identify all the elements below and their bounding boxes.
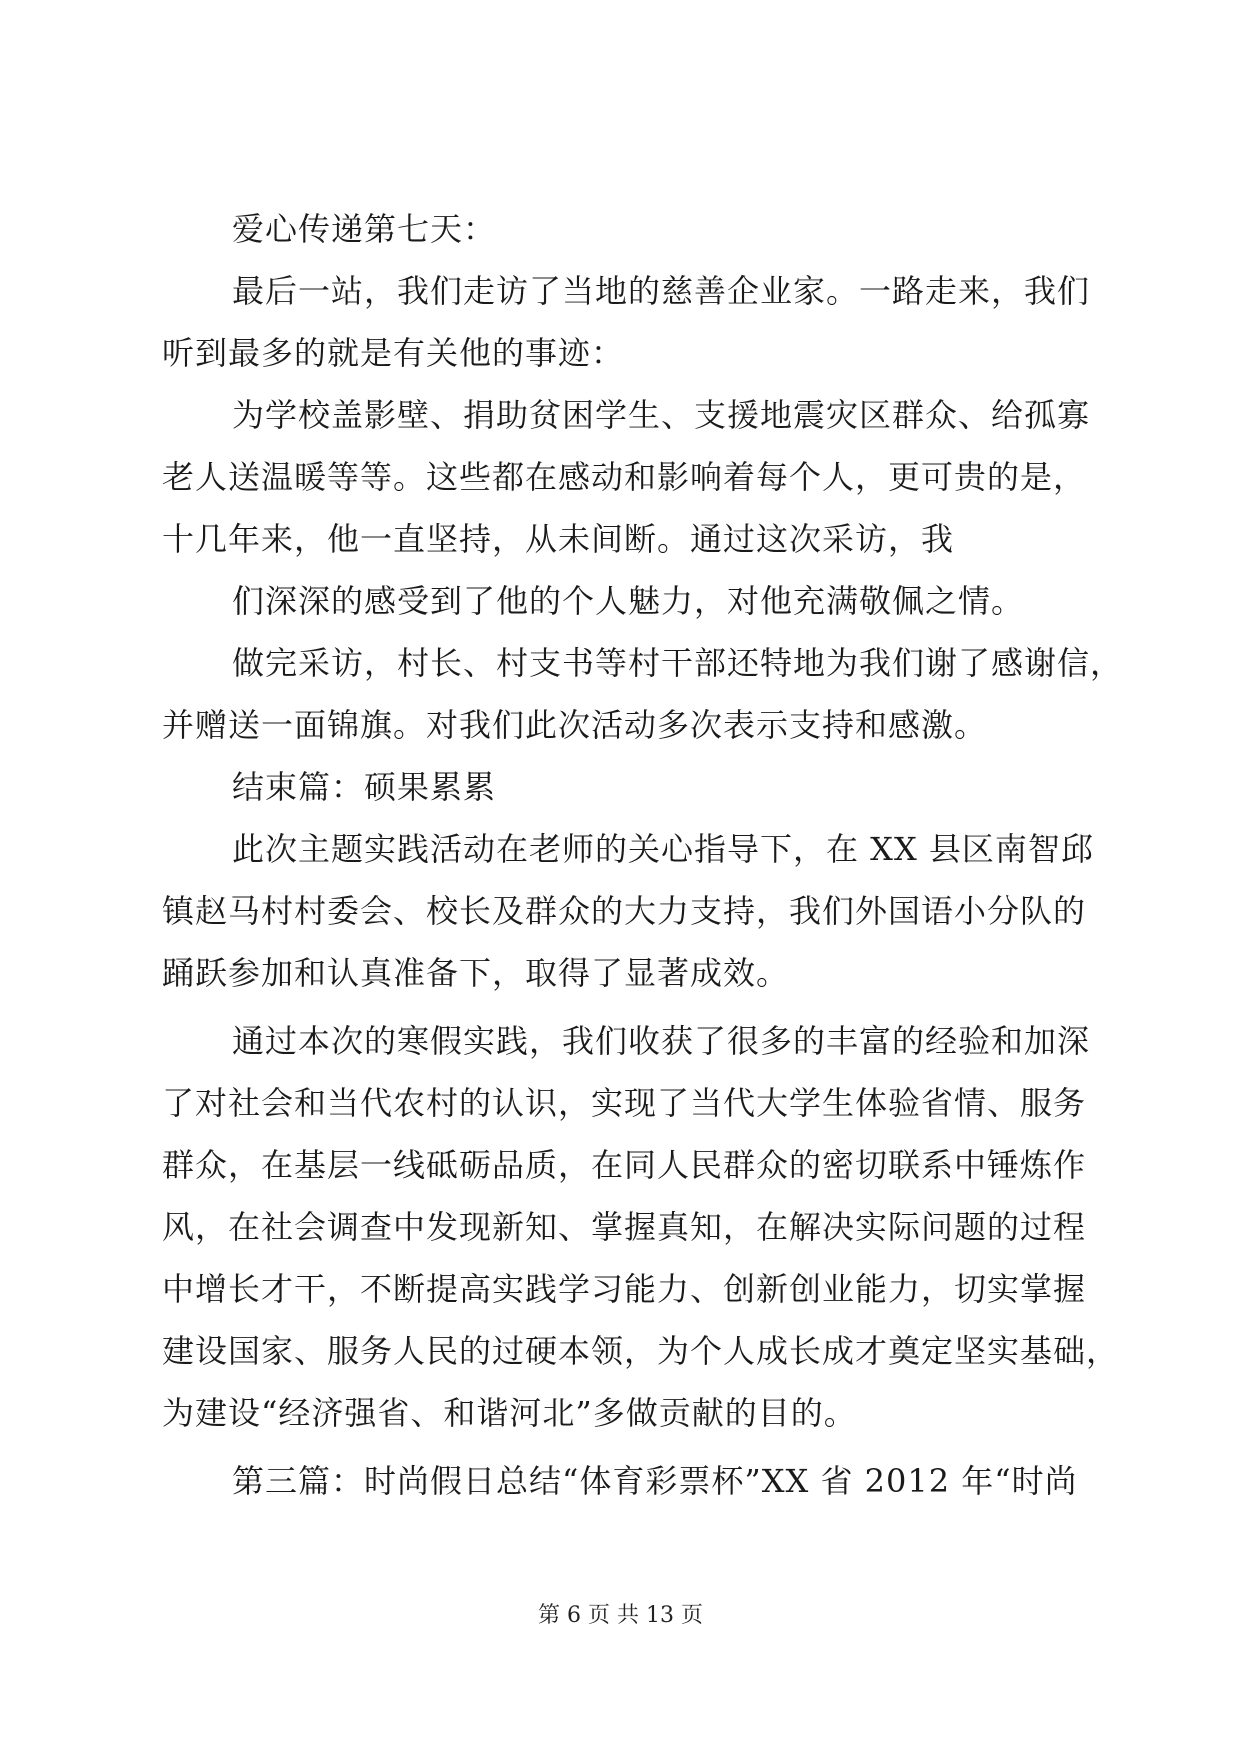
text-line: 并赠送一面锦旗。对我们此次活动多次表示支持和感激。 [162, 706, 988, 744]
text-line: 为学校盖影壁、捐助贫困学生、支援地震灾区群众、给孤寡 [232, 396, 1091, 434]
page-number-footer: 第 6 页 共 13 页 [538, 1603, 703, 1628]
section-heading: 第三篇：时尚假日总结“体育彩票杯”XX 省 2012 年“时尚 [232, 1462, 1078, 1500]
text-line: 通过本次的寒假实践，我们收获了很多的丰富的经验和加深 [232, 1022, 1091, 1060]
text-line: 镇赵马村村委会、校长及群众的大力支持，我们外国语小分队的 [162, 892, 1087, 930]
text-line: 听到最多的就是有关他的事迹： [162, 334, 625, 372]
text-line: 建设国家、服务人民的过硬本领，为个人成长成才奠定坚实基础， [162, 1332, 1120, 1370]
text-line: 们深深的感受到了他的个人魅力，对他充满敬佩之情。 [232, 582, 1025, 620]
text-line: 踊跃参加和认真准备下，取得了显著成效。 [162, 954, 790, 992]
text-line: 此次主题实践活动在老师的关心指导下，在 XX 县区南智邱 [232, 830, 1094, 868]
text-line: 风，在社会调查中发现新知、掌握真知，在解决实际问题的过程 [162, 1208, 1087, 1246]
text-line: 老人送温暖等等。这些都在感动和影响着每个人，更可贵的是， [162, 458, 1087, 496]
text-line: 群众，在基层一线砥砺品质，在同人民群众的密切联系中锤炼作 [162, 1146, 1087, 1184]
text-line: 做完采访，村长、村支书等村干部还特地为我们谢了感谢信， [232, 644, 1124, 682]
text-line: 中增长才干，不断提高实践学习能力、创新创业能力，切实掌握 [162, 1270, 1087, 1308]
text-line: 为建设“经济强省、和谐河北”多做贡献的目的。 [162, 1394, 857, 1432]
text-line: 十几年来，他一直坚持，从未间断。通过这次采访，我 [162, 520, 955, 558]
text-line: 了对社会和当代农村的认识，实现了当代大学生体验省情、服务 [162, 1084, 1087, 1122]
section-heading: 结束篇：硕果累累 [232, 768, 497, 806]
text-line: 爱心传递第七天： [232, 210, 497, 248]
text-line: 最后一站，我们走访了当地的慈善企业家。一路走来，我们 [232, 272, 1091, 310]
